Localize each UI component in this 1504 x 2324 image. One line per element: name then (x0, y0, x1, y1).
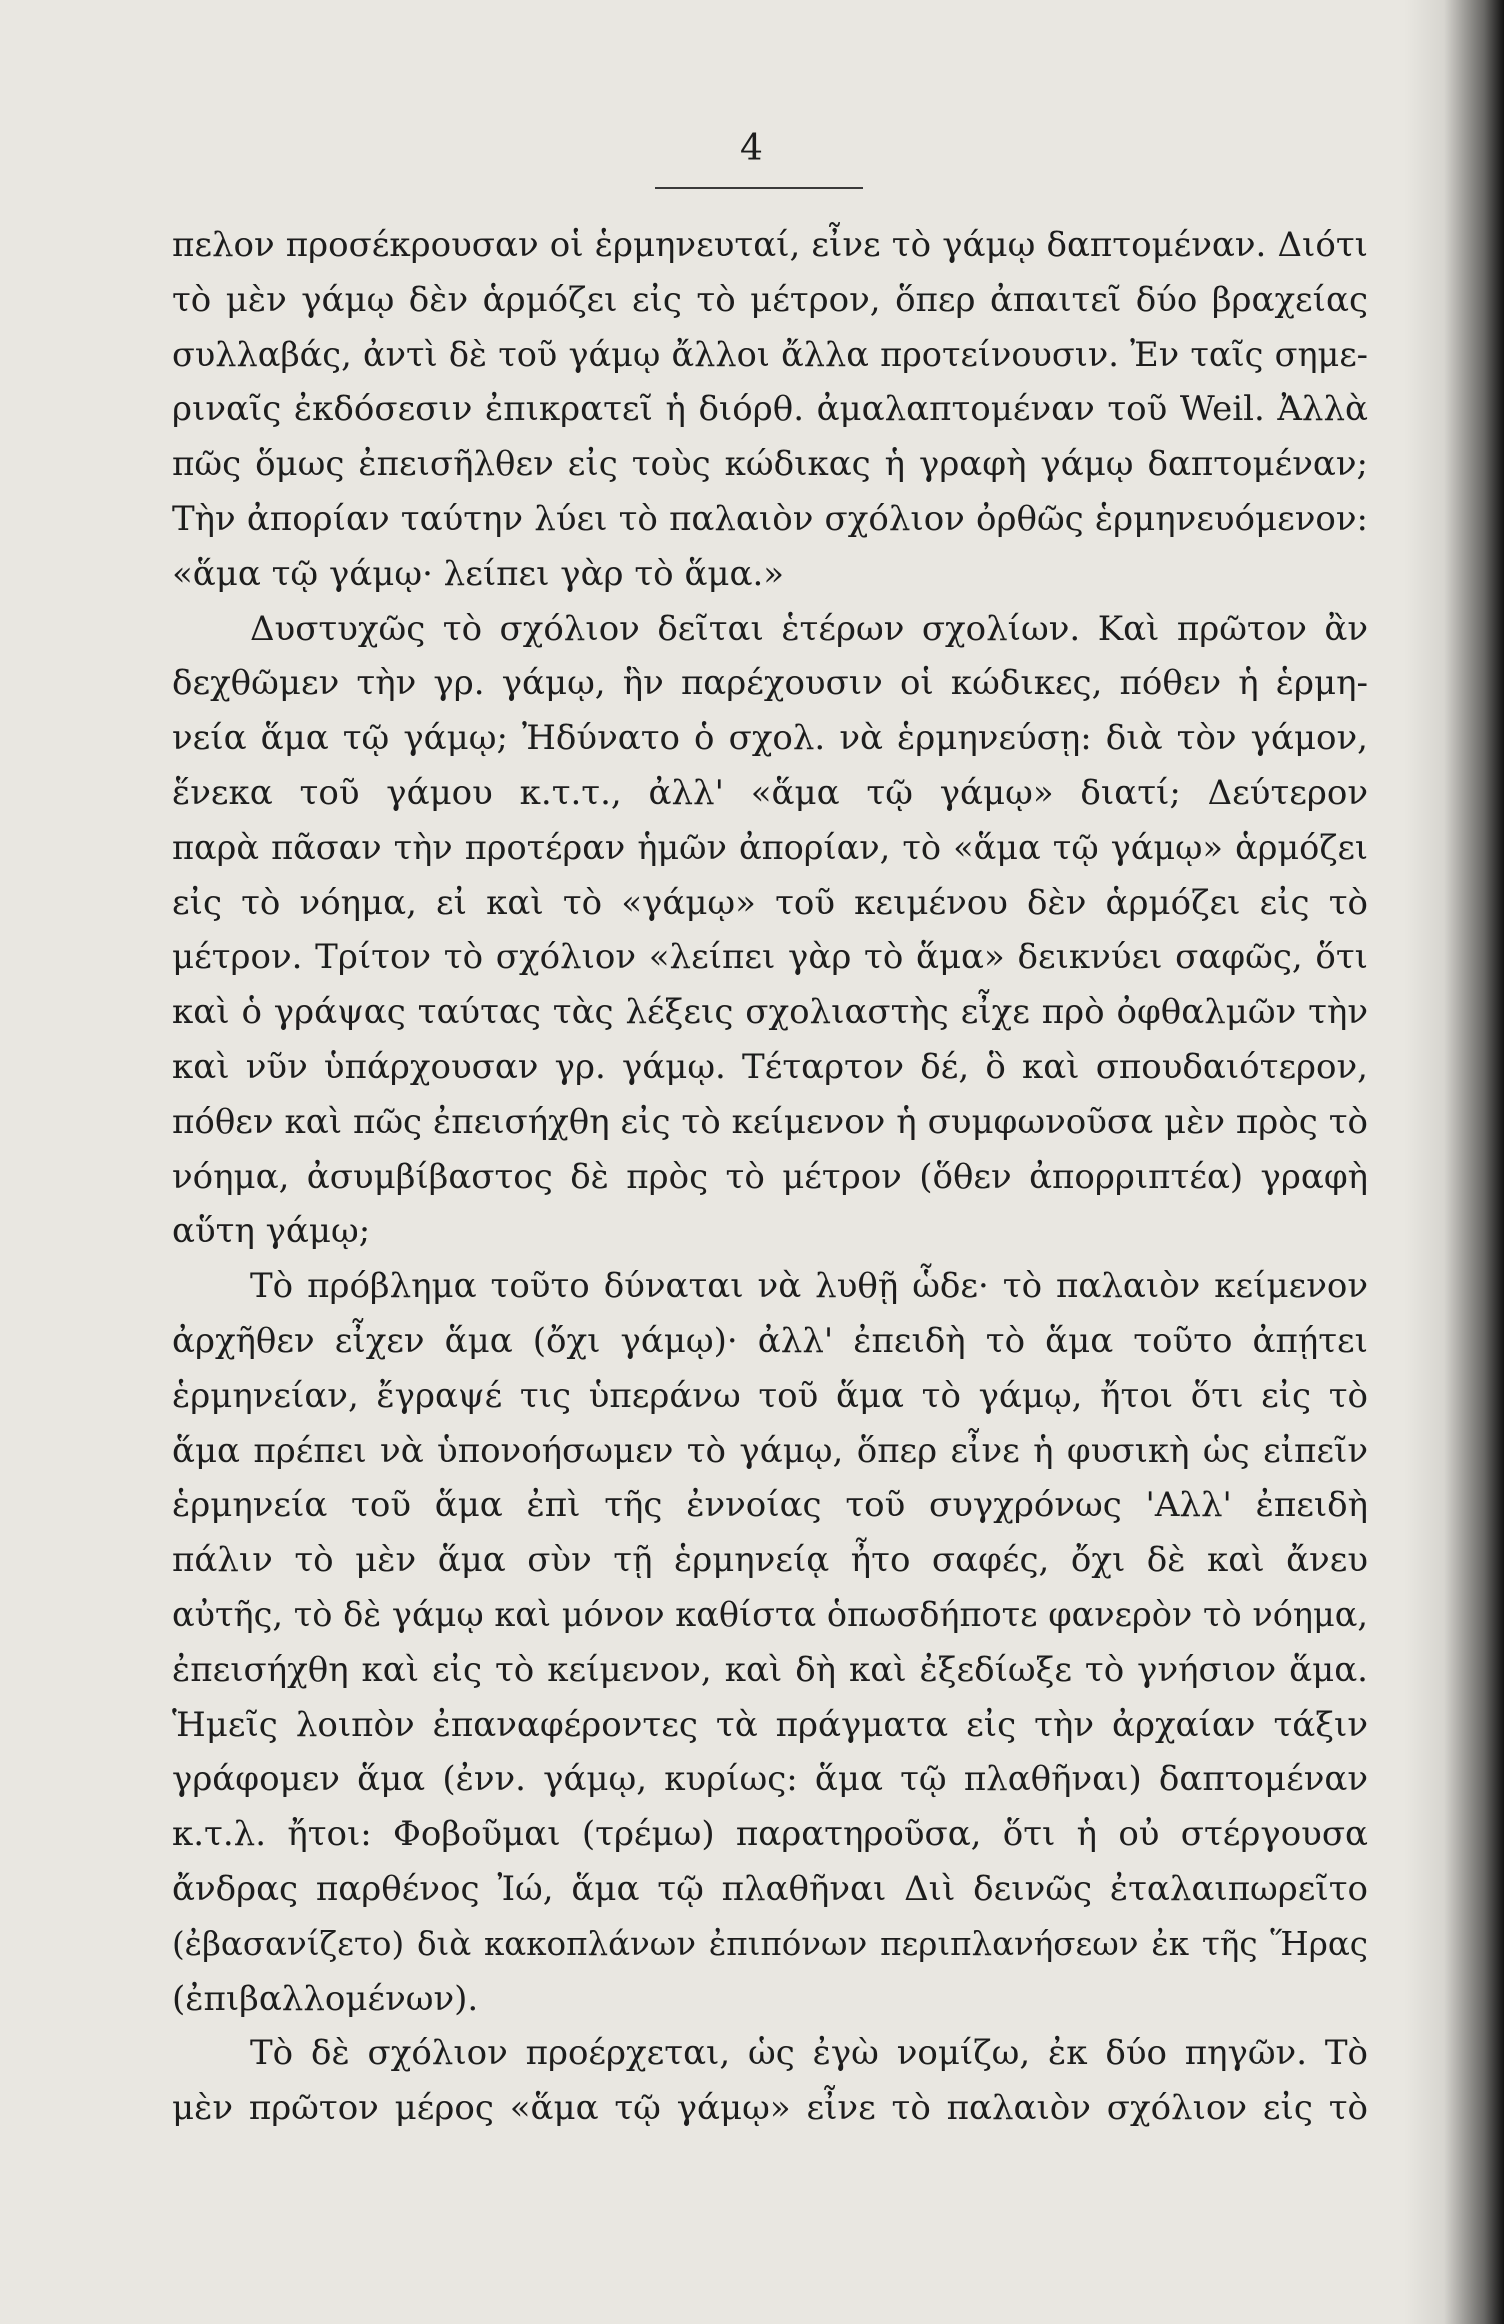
text-line: γράφομεν ἅμα (ἐνν. γάμῳ, κυρίως: ἅμα τῷ πλαθῆναι) δαπτομέναν (172, 1759, 1368, 1800)
text-line: Ἡμεῖς λοιπὸν ἐπαναφέροντες τὰ πράγματα εἰς τὴν ἀρχαίαν τάξιν (172, 1704, 1368, 1745)
text-line: ἕνεκα τοῦ γάμου κ.τ.τ., ἀλλ' «ἅμα τῷ γάμῳ» διατί; Δεύτερον (172, 772, 1368, 813)
text-line: δεχθῶμεν τὴν γρ. γάμῳ, ἣν παρέχουσιν οἱ κώδικες, πόθεν ἡ ἑρμη- (172, 663, 1368, 704)
text-line: «ἅμα τῷ γάμῳ· λείπει γὰρ τὸ ἅμα.» (172, 553, 785, 594)
text-line: μὲν πρῶτον μέρος «ἅμα τῷ γάμῳ» εἶνε τὸ παλαιὸν σχόλιον εἰς τὸ (172, 2088, 1368, 2129)
text-line: (ἐβασανίζετο) διὰ κακοπλάνων ἐπιπόνων περιπλανήσεων ἐκ τῆς Ἥρας (172, 1924, 1368, 1963)
text-line: ἅμα πρέπει νὰ ὑπονοήσωμεν τὸ γάμῳ, ὅπερ εἶνε ἡ φυσικὴ ὡς εἰπεῖν (172, 1430, 1368, 1471)
text-line: ἑρμηνείαν, ἔγραψέ τις ὑπεράνω τοῦ ἅμα τὸ γάμῳ, ἤτοι ὅτι εἰς τὸ (172, 1375, 1368, 1416)
text-line: μέτρον. Τρίτον τὸ σχόλιον «λείπει γὰρ τὸ ἅμα» δεικνύει σαφῶς, ὅτι (172, 937, 1368, 978)
text-line: πάλιν τὸ μὲν ἅμα σὺν τῇ ἑρμηνείᾳ ἦτο σαφές, ὄχι δὲ καὶ ἄνευ (172, 1540, 1368, 1581)
text-line: τὸ μὲν γάμῳ δὲν ἁρμόζει εἰς τὸ μέτρον, ὅπερ ἀπαιτεῖ δύο βραχείας (172, 279, 1368, 320)
text-line: εἰς τὸ νόημα, εἰ καὶ τὸ «γάμῳ» τοῦ κειμένου δὲν ἁρμόζει εἰς τὸ (172, 882, 1368, 923)
body-text (172, 218, 1368, 2136)
text-line: καὶ νῦν ὑπάρχουσαν γρ. γάμῳ. Τέταρτον δέ, ὃ καὶ σπουδαιότερον, (172, 1046, 1368, 1087)
text-line: νόημα, ἀσυμβίβαστος δὲ πρὸς τὸ μέτρον (ὅθεν ἀπορριπτέα) γραφὴ (172, 1156, 1368, 1197)
text-line: Τὸ πρόβλημα τοῦτο δύναται νὰ λυθῇ ὧδε· τὸ παλαιὸν κείμενον (250, 1266, 1368, 1307)
text-line: ἐπεισήχθη καὶ εἰς τὸ κείμενον, καὶ δὴ καὶ ἐξεδίωξε τὸ γνήσιον ἅμα. (172, 1649, 1368, 1690)
text-line: ριναῖς ἐκδόσεσιν ἐπικρατεῖ ἡ διόρθ. ἀμαλαπτομέναν τοῦ Weil. Ἀλλὰ (172, 389, 1368, 430)
text-line: ἀρχῆθεν εἶχεν ἅμα (ὄχι γάμῳ)· ἀλλ' ἐπειδὴ τὸ ἅμα τοῦτο ἀπῄτει (172, 1320, 1368, 1361)
text-line: Τὴν ἀπορίαν ταύτην λύει τὸ παλαιὸν σχόλιον ὀρθῶς ἑρμηνευόμενον: (172, 498, 1368, 539)
text-line: παρὰ πᾶσαν τὴν προτέραν ἡμῶν ἀπορίαν, τὸ «ἅμα τῷ γάμῳ» ἁρμόζει (172, 827, 1368, 867)
text-line: ἑρμηνεία τοῦ ἅμα ἐπὶ τῆς ἐννοίας τοῦ συγχρόνως 'Αλλ' ἐπειδὴ (172, 1485, 1368, 1526)
text-line: συλλαβάς, ἀντὶ δὲ τοῦ γάμῳ ἄλλοι ἄλλα προτείνουσιν. Ἐν ταῖς σημε- (172, 334, 1368, 374)
text-line: αὐτῆς, τὸ δὲ γάμῳ καὶ μόνον καθίστα ὁπωσδήποτε φανερὸν τὸ νόημα, (172, 1594, 1368, 1634)
text-line: πόθεν καὶ πῶς ἐπεισήχθη εἰς τὸ κείμενον ἡ συμφωνοῦσα μὲν πρὸς τὸ (172, 1101, 1368, 1142)
text-line: κ.τ.λ. ἤτοι: Φοβοῦμαι (τρέμω) παρατηροῦσα, ὅτι ἡ οὐ στέργουσα (172, 1814, 1368, 1855)
text-line: αὕτη γάμῳ; (172, 1211, 371, 1252)
page-edge-shadow (1404, 0, 1504, 2324)
page-number: 4 (740, 128, 764, 169)
text-line: πῶς ὅμως ἐπεισῆλθεν εἰς τοὺς κώδικας ἡ γραφὴ γάμῳ δαπτομέναν; (172, 444, 1368, 485)
text-line: Δυστυχῶς τὸ σχόλιον δεῖται ἑτέρων σχολίων. Καὶ πρῶτον ἂν (250, 608, 1368, 649)
text-line: ἄνδρας παρθένος Ἰώ, ἅμα τῷ πλαθῆναι Διὶ δεινῶς ἐταλαιπωρεῖτο (172, 1868, 1368, 1909)
text-line: καὶ ὁ γράψας ταύτας τὰς λέξεις σχολιαστὴς εἶχε πρὸ ὀφθαλμῶν τὴν (172, 992, 1368, 1033)
text-line: νεία ἅμα τῷ γάμῳ; Ἠδύνατο ὁ σχολ. νὰ ἑρμηνεύσῃ: διὰ τὸν γάμον, (172, 718, 1368, 759)
header-rule (655, 187, 863, 189)
text-line: Τὸ δὲ σχόλιον προέρχεται, ὡς ἐγὼ νομίζω, ἐκ δύο πηγῶν. Τὸ (250, 2033, 1368, 2074)
text-line: (ἐπιβαλλομένων). (172, 1978, 479, 2019)
text-line: πελον προσέκρουσαν οἱ ἑρμηνευταί, εἶνε τὸ γάμῳ δαπτομέναν. Διότι (172, 225, 1368, 265)
